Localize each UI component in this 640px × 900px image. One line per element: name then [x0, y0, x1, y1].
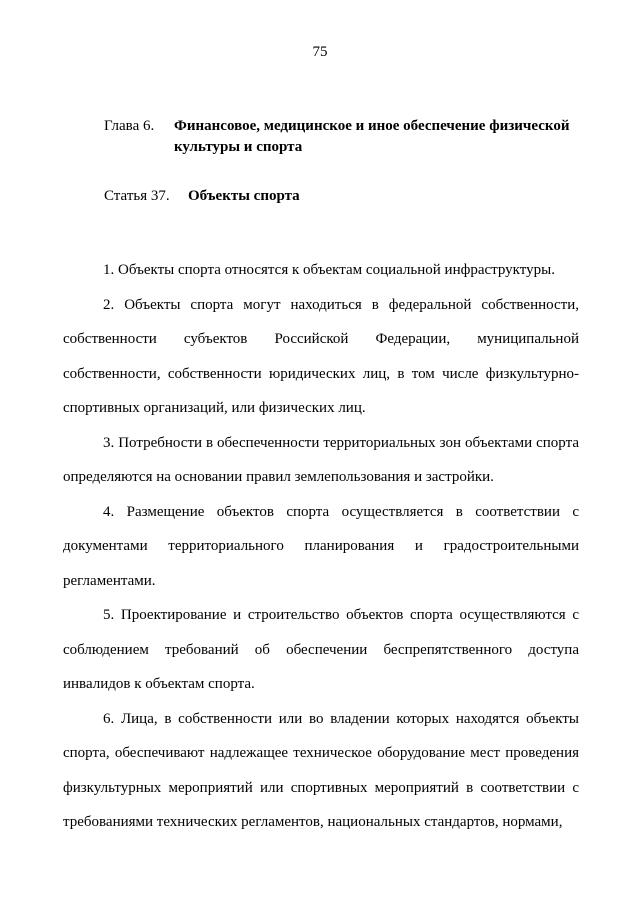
chapter-label: Глава 6.: [104, 118, 155, 134]
article-label: Статья 37.: [104, 188, 170, 204]
paragraph-4: 4. Размещение объектов спорта осуществляется в соответствии с документами территориального планирования и градостроительными регламентами.: [63, 503, 579, 589]
paragraph-6: 6. Лица, в собственности или во владении которых находятся объекты спорта, обеспечивают надлежащее техническое оборудование мест проведения физкультурных мероприятий или спортивных мероприятий в соответствии с требованиями технических регламентов, национальных стандартов, нормами,: [63, 710, 579, 830]
paragraph-1: 1. Объекты спорта относятся к объектам социальной инфраструктуры.: [103, 262, 555, 278]
paragraph-3: 3. Потребности в обеспеченности территориальных зон объектами спорта определяются на основании правил землепользования и застройки.: [63, 434, 579, 485]
page-number: 75: [312, 44, 328, 60]
paragraph-2: 2. Объекты спорта могут находиться в федеральной собственности, собственности субъектов Российской Федерации, муниципальной собственности, собственности юридических лиц, в том числе физкультурно-спортивных организаций, или физических лиц.: [63, 296, 579, 416]
paragraph-5: 5. Проектирование и строительство объектов спорта осуществляются с соблюдением требований об обеспечении беспрепятственного доступа инвалидов к объектам спорта.: [63, 607, 579, 692]
article-title: Объекты спорта: [188, 188, 300, 204]
article-body: [63, 253, 579, 840]
chapter-title: Финансовое, медицинское и иное обеспечение физической культуры и спорта: [174, 118, 570, 155]
